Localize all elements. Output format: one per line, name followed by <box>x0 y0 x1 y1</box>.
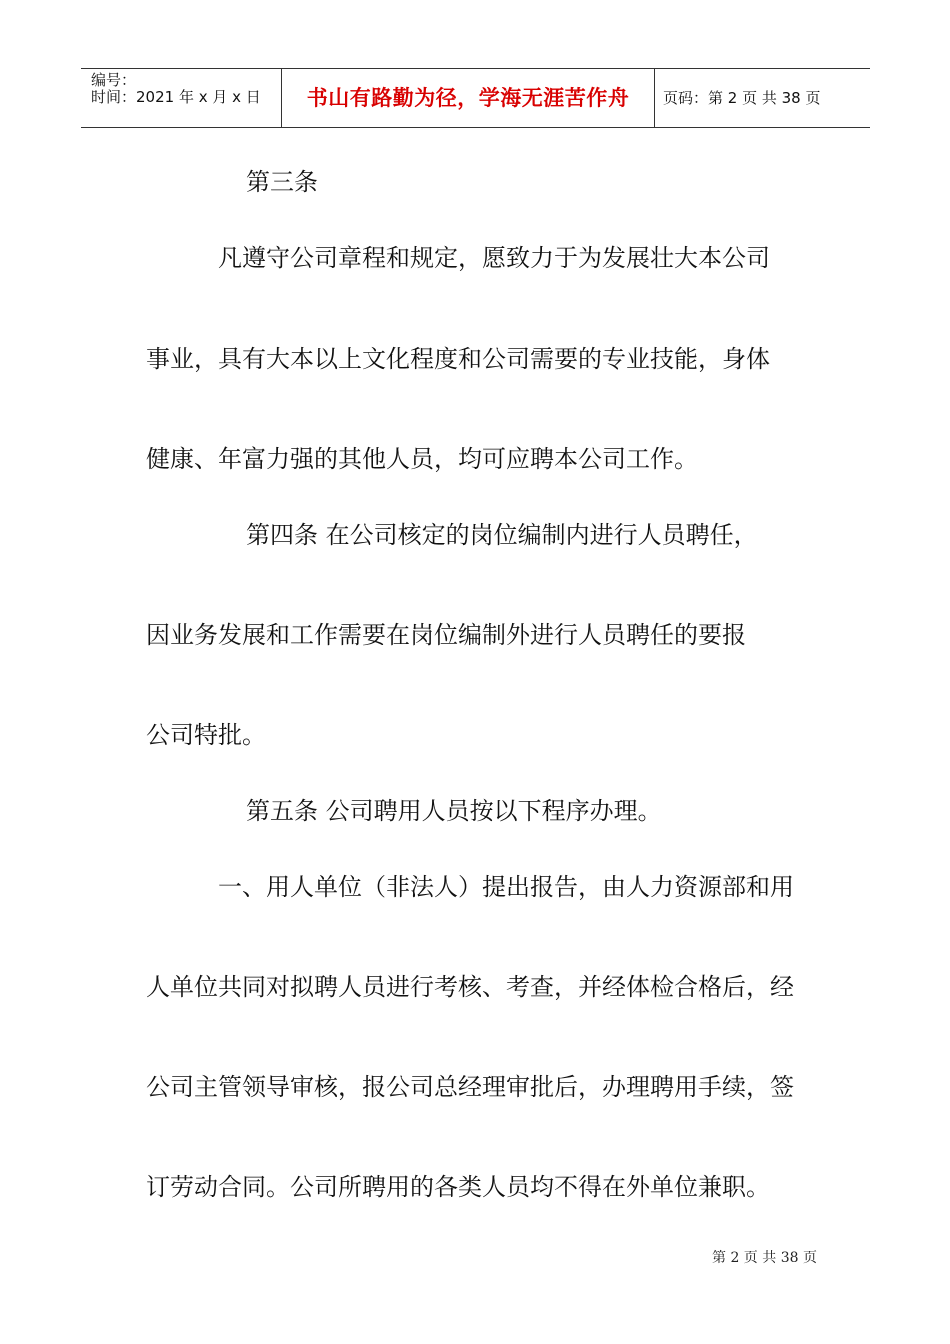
article-3-heading: 第三条 <box>246 168 318 196</box>
header-motto: 书山有路勤为径，学海无涯苦作舟 <box>306 86 630 110</box>
header-page-info: 页码：第 2 页 共 38 页 <box>663 89 821 107</box>
body-line: 因业务发展和工作需要在岗位编制外进行人员聘任的要报 <box>146 621 746 649</box>
article-5-line: 第五条 公司聘用人员按以下程序办理。 <box>246 797 662 825</box>
page-header <box>81 68 870 128</box>
body-line: 凡遵守公司章程和规定，愿致力于为发展壮大本公司 <box>218 244 770 272</box>
document-date: 时间：2021 年 x 月 x 日 <box>91 88 261 106</box>
body-line: 公司主管领导审核，报公司总经理审批后，办理聘用手续，签 <box>146 1073 794 1101</box>
body-line: 人单位共同对拟聘人员进行考核、考查，并经体检合格后，经 <box>146 973 794 1001</box>
body-line: 公司特批。 <box>146 721 266 749</box>
document-number-label: 编号： <box>91 71 137 89</box>
article-4-line: 第四条 在公司核定的岗位编制内进行人员聘任， <box>246 521 758 549</box>
body-line: 健康、年富力强的其他人员，均可应聘本公司工作。 <box>146 445 698 473</box>
body-line: 事业，具有大本以上文化程度和公司需要的专业技能，身体 <box>146 345 770 373</box>
header-meta <box>81 69 281 127</box>
page-footer-number: 第 2 页 共 38 页 <box>712 1250 817 1266</box>
body-line: 订劳动合同。公司所聘用的各类人员均不得在外单位兼职。 <box>146 1173 770 1201</box>
body-line: 一、用人单位（非法人）提出报告，由人力资源部和用 <box>218 873 794 901</box>
header-divider <box>654 69 655 127</box>
